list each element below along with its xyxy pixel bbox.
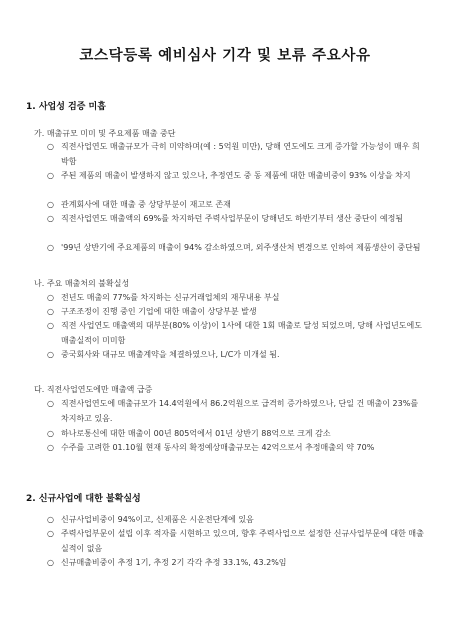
list-item: ○ 직전사업연도에 매출규모가 14.4억원에서 86.2억원으로 급격히 증가하였으나, 단일 건 매출이 23%를 차지하고 있음. bbox=[47, 399, 419, 423]
list-item: ○ 구조조정이 진행 중인 기업에 대한 매출이 상당부분 발생 bbox=[47, 305, 426, 320]
list-item: ○ 직전 사업연도 매출액의 대부분(80% 이상)이 1사에 대한 1회 매출로 달성 되었으며, 당해 사업년도에도 매출실적이 미미함 bbox=[47, 321, 422, 345]
list-item: ○ 중국회사와 대규모 매출계약을 체결하였으나, L/C가 미개설 됨. bbox=[47, 348, 426, 363]
bullet-mark: ○ bbox=[47, 243, 54, 252]
section-heading-2: 2. 신규사업에 대한 불확실성 bbox=[26, 494, 141, 504]
list-item: ○ 하나로통신에 대한 매출이 00년 805억에서 01년 상반기 88억으로 크게 감소 bbox=[47, 427, 426, 442]
list-item: ○ 수주를 고려한 01.10월 현재 동사의 확정예상매출규모는 42억으로서 추정매출의 약 70% bbox=[47, 441, 426, 456]
bullet-mark: ○ bbox=[47, 399, 54, 408]
bullet-mark: ○ bbox=[47, 443, 54, 452]
bullet-mark: ○ bbox=[47, 200, 54, 209]
bullet-mark: ○ bbox=[47, 515, 54, 524]
bullet-mark: ○ bbox=[47, 321, 54, 330]
bullet-mark: ○ bbox=[47, 350, 54, 359]
bullet-mark: ○ bbox=[47, 429, 54, 438]
list-item: ○ 직전사업연도 매출규모가 극히 미약하며(예 : 5억원 미만), 당해 연도에도 크게 증가할 가능성이 매우 희박함 bbox=[47, 142, 420, 166]
subsection-heading-da: 다. 직전사업연도에만 매출액 급증 bbox=[34, 385, 153, 394]
list-item: ○ 신규사업비중이 94%이고, 신제품은 시운전단계에 있음 bbox=[47, 513, 426, 528]
bullet-mark: ○ bbox=[47, 293, 54, 302]
list-item: ○ '99년 상반기에 주요제품의 매출이 94% 감소하였으며, 외주생산처 변경으로 인하여 제품생산이 중단됨 bbox=[47, 241, 426, 256]
subsection-heading-ga: 가. 매출규모 미미 및 주요제품 매출 중단 bbox=[34, 129, 176, 138]
list-item: ○ 전년도 매출의 77%를 차지하는 신규거래업체의 재무내용 부실 bbox=[47, 291, 426, 306]
section-heading-1: 1. 사업성 검증 미흡 bbox=[26, 102, 106, 112]
list-item: ○ 직전사업연도 매출액의 69%를 차지하던 주력사업부문이 당해년도 하반기부터 생산 중단이 예정됨 bbox=[47, 212, 426, 227]
document-title: 코스닥등록 예비심사 기각 및 보류 주요사유 bbox=[79, 47, 371, 64]
bullet-mark: ○ bbox=[47, 171, 54, 180]
list-item: ○ 관계회사에 대한 매출 중 상당부분이 재고로 존재 bbox=[47, 198, 426, 213]
list-item: ○ 주된 제품의 매출이 발생하지 않고 있으나, 추정연도 중 동 제품에 대한 매출비중이 93% 이상을 차지 bbox=[47, 169, 426, 184]
bullet-mark: ○ bbox=[47, 307, 54, 316]
bullet-mark: ○ bbox=[47, 142, 54, 151]
list-item: ○ 주력사업부문이 설립 이후 적자를 시현하고 있으며, 향후 주력사업으로 설정한 신규사업부문에 대한 매출실적이 없음 bbox=[47, 529, 424, 553]
bullet-mark: ○ bbox=[47, 558, 54, 567]
bullet-mark: ○ bbox=[47, 214, 54, 223]
subsection-heading-na: 나. 주요 매출처의 불확실성 bbox=[34, 279, 130, 288]
list-item: ○ 신규매출비중이 추정 1기, 추정 2기 각각 추정 33.1%, 43.2%임 bbox=[47, 556, 426, 571]
bullet-mark: ○ bbox=[47, 529, 54, 538]
